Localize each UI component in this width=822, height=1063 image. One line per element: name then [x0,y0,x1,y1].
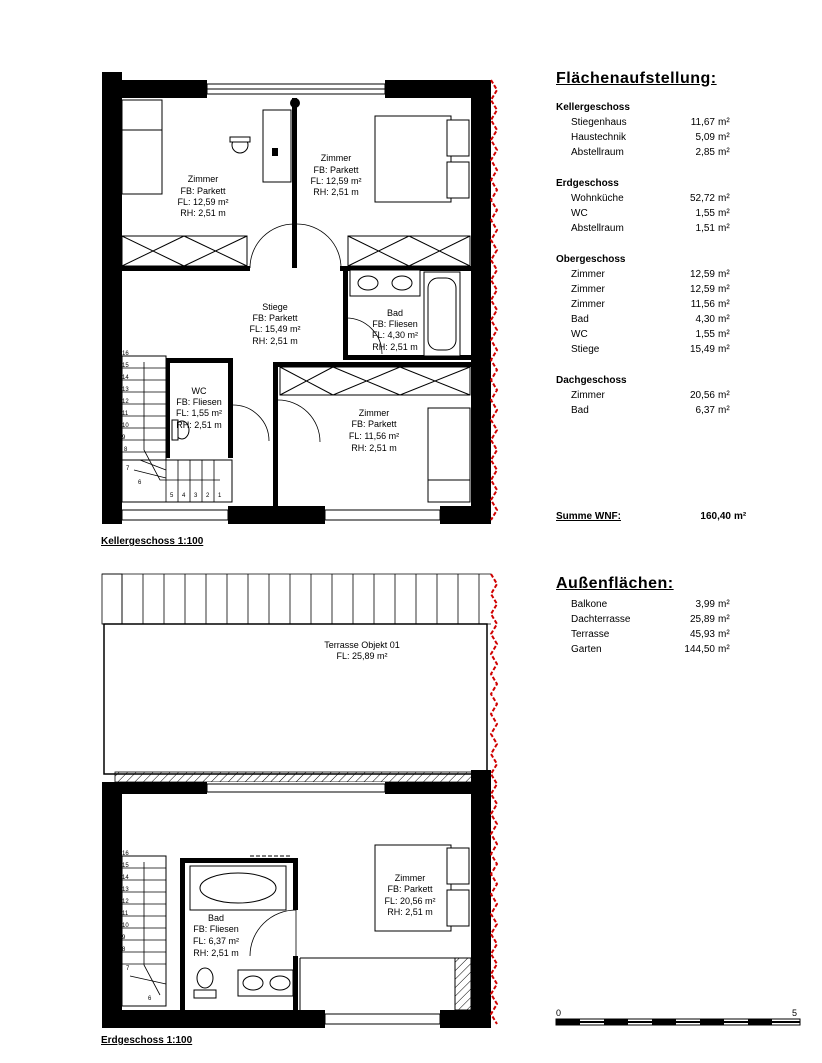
lower-boundary-line [491,574,497,1024]
svg-text:FB: Fliesen: FB: Fliesen [193,924,239,934]
room-label [349,408,399,453]
stair-number: 6 [148,996,152,1002]
stair-number: 6 [138,480,142,486]
schedule-row: Zimmer 12,59 m² [571,269,730,280]
schedule-sum: Summe WNF: 160,40 m² [556,511,747,522]
svg-text:FL: 25,89 m²: FL: 25,89 m² [336,651,388,661]
schedule-row: Stiegenhaus 11,67 m² [571,117,730,128]
stair-number: 2 [206,493,210,499]
stair-number: 11 [122,911,129,917]
room-label [177,174,228,218]
schedule-row: WC 1,55 m² [571,208,730,219]
svg-text:FB: Parkett: FB: Parkett [180,186,226,196]
svg-text:Zimmer: Zimmer [394,873,426,883]
svg-text:Bad: Bad [386,308,404,318]
svg-text:FB: Parkett: FB: Parkett [351,419,397,429]
lower-wall-right [471,770,491,1028]
outdoor-row: Terrasse 45,93 m² [571,629,730,640]
svg-text:RH: 2,51 m: RH: 2,51 m [313,187,359,197]
stair-number: 15 [122,863,129,869]
stair-number: 10 [122,423,129,429]
svg-text:FL: 1,55 m²: FL: 1,55 m² [175,408,223,418]
svg-text:Stiege: Stiege [262,302,288,312]
lower-plan [102,574,497,1028]
schedule-row: Zimmer 12,59 m² [571,284,730,295]
svg-text:FB: Parkett: FB: Parkett [252,313,298,323]
stair-number: 10 [122,923,129,929]
outdoor-row: Balkone 3,99 m² [571,599,730,610]
svg-text:FB: Parkett: FB: Parkett [313,165,359,175]
svg-text:FL: 6,37 m²: FL: 6,37 m² [192,936,240,946]
schedule-group [556,254,736,357]
stair-number: 3 [194,493,198,499]
outdoor-row: Dachterrasse 25,89 m² [571,614,730,625]
scale-bar [556,1019,800,1025]
stair-number: 15 [122,363,129,369]
schedule-group-title: Kellergeschoss [556,102,630,113]
svg-text:RH: 2,51 m: RH: 2,51 m [252,336,298,346]
stair-number: 5 [170,493,174,499]
svg-text:RH: 2,51 m: RH: 2,51 m [351,443,397,453]
plan-caption-lower: Erdgeschoss 1:100 [101,1035,193,1046]
svg-text:Zimmer: Zimmer [187,174,219,184]
upper-plan [102,72,497,524]
schedule-title: Flächenaufstellung: [556,70,717,87]
upper-wall-right [471,80,491,524]
stair-number: 7 [126,966,130,972]
stair-number: 1 [218,493,222,499]
stair-number: 9 [122,935,126,941]
outdoor-schedule [556,575,736,657]
schedule-group [556,102,736,160]
room-label [176,386,222,430]
svg-text:RH: 2,51 m: RH: 2,51 m [180,208,226,218]
svg-text:FL: 15,49 m²: FL: 15,49 m² [249,324,301,334]
svg-text:FL: 20,56 m²: FL: 20,56 m² [384,896,436,906]
svg-text:RH: 2,51 m: RH: 2,51 m [372,342,418,352]
schedule-row: Wohnküche 52,72 m² [571,193,730,204]
outdoor-row: Garten 144,50 m² [571,644,730,655]
outdoor-title: Außenflächen: [556,575,674,592]
svg-text:FB: Fliesen: FB: Fliesen [372,319,418,329]
svg-text:FL: 12,59 m²: FL: 12,59 m² [177,197,229,207]
svg-text:RH: 2,51 m: RH: 2,51 m [193,948,239,958]
stair-number: 14 [122,875,129,881]
schedule-group-title: Erdgeschoss [556,178,619,189]
svg-text:RH: 2,51 m: RH: 2,51 m [387,907,433,917]
schedule-group [556,375,736,418]
svg-text:Terrasse Objekt 01: Terrasse Objekt 01 [324,640,400,650]
lower-wall-left [102,782,122,1028]
stair-number: 9 [122,435,126,441]
stair-number: 12 [122,399,129,405]
room-label [249,302,300,346]
stair-number: 14 [122,375,129,381]
room-label [310,153,361,197]
upper-boundary-line [491,80,497,520]
svg-text:FB: Parkett: FB: Parkett [387,884,433,894]
scale-end-label: 5 [792,1008,798,1018]
stair-number: 4 [182,493,186,499]
schedule-row: Bad 4,30 m² [571,314,730,325]
svg-text:Bad: Bad [207,913,225,923]
wall-bedrooms-divider [292,98,297,268]
schedule-group-title: Dachgeschoss [556,375,627,386]
schedule-group-title: Obergeschoss [556,254,626,265]
svg-text:FL: 12,59 m²: FL: 12,59 m² [310,176,362,186]
schedule-group [556,178,736,236]
schedule-row: WC 1,55 m² [571,329,730,340]
stair-number: 16 [122,851,129,857]
area-schedule [556,70,736,436]
stair-number: 8 [124,447,128,453]
room-label [193,913,239,958]
svg-text:FL: 4,30 m²: FL: 4,30 m² [371,330,419,340]
terrace-area [104,624,487,774]
stair-number: 11 [122,411,129,417]
svg-text:Zimmer: Zimmer [358,408,390,418]
schedule-row: Zimmer 11,56 m² [571,299,730,310]
stair-number: 13 [122,887,129,893]
plan-caption-upper: Kellergeschoss 1:100 [101,536,204,547]
stair-number: 13 [122,387,129,393]
stair-number: 16 [122,351,129,357]
room-label [372,308,418,352]
upper-wall-left [102,72,122,524]
svg-text:WC: WC [191,386,207,396]
svg-text:RH: 2,51 m: RH: 2,51 m [176,420,222,430]
schedule-row: Zimmer 20,56 m² [571,390,730,401]
schedule-row: Bad 6,37 m² [571,405,730,416]
schedule-row: Abstellraum 2,85 m² [571,147,730,158]
stair-number: 12 [122,899,129,905]
stair-number: 8 [122,947,126,953]
svg-text:Zimmer: Zimmer [320,153,352,163]
schedule-row: Haustechnik 5,09 m² [571,132,730,143]
schedule-row: Stiege 15,49 m² [571,344,730,355]
stair-number: 7 [126,466,130,472]
svg-text:FL: 11,56 m²: FL: 11,56 m² [348,431,400,441]
schedule-row: Abstellraum 1,51 m² [571,223,730,234]
svg-text:FB: Fliesen: FB: Fliesen [176,397,222,407]
scale-start-label: 0 [556,1008,562,1018]
